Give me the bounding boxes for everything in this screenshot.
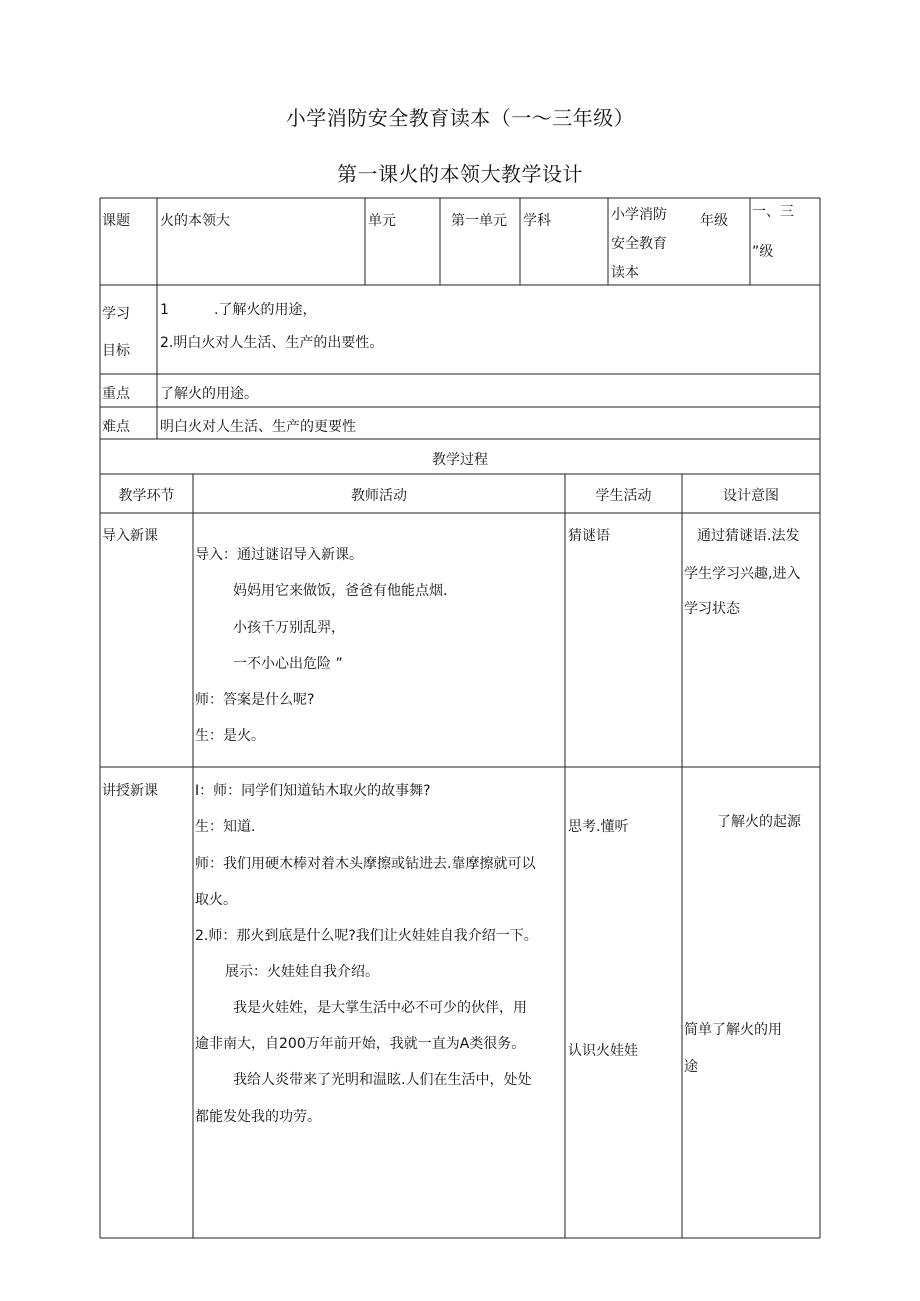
unit-value: 第一单元 <box>451 213 507 229</box>
lecture-teacher-line: 我是火娃姓，是大掌生活中必不可少的伙伴，用 <box>233 1000 527 1016</box>
lecture-stage: 讲授新课 <box>102 783 158 799</box>
key-point-value: 了解火的用途。 <box>160 386 258 402</box>
lecture-intent-2-line2: 途 <box>684 1059 698 1075</box>
intro-stage: 导入新课 <box>102 528 158 544</box>
goal-1-number: 1 <box>160 302 169 318</box>
grade-label: 年级 <box>700 213 728 229</box>
goal-2-text: 2.明白火对人生活、生产的出要性。 <box>160 335 384 351</box>
lecture-teacher-line: 师：我们用硬木棒对着木头摩擦或钻进去.靠摩擦就可以 <box>195 856 536 872</box>
document-title: 小学消防安全教育读本（一〜三年级） <box>285 106 635 130</box>
subject-value-line3: 读本 <box>611 265 639 281</box>
lecture-teacher-line: 逾非南大，自200万年前开始，我就一直为A类很务。 <box>195 1036 526 1052</box>
lecture-teacher-line: 2.师：那火到底是什么呢?我们让火娃娃自我介绍一下。 <box>195 928 538 944</box>
subject-label: 学科 <box>523 213 551 229</box>
difficulty-value: 明白火对人生活、生产的更要性 <box>160 419 356 435</box>
lecture-intent-1: 了解火的起源 <box>717 814 801 830</box>
process-title: 教学过程 <box>432 452 488 468</box>
intro-student-activity: 猜谜语 <box>568 528 610 544</box>
intro-teacher-line: 妈妈用它来做饭，爸爸有他能点烟. <box>233 583 448 599</box>
lecture-teacher-line: I：师：同学们知道钻木取火的故事舞? <box>195 783 431 799</box>
lecture-teacher-line: 我给人炎带来了光明和温眩.人们在生活中，处处 <box>233 1072 532 1088</box>
difficulty-label: 难点 <box>102 419 130 435</box>
lesson-title: 第一课火的本领大教学设计 <box>337 162 583 186</box>
lecture-teacher-line: 生：知道. <box>195 819 256 835</box>
goal-1-text: .了解火的用途， <box>214 302 317 318</box>
header-student-activity: 学生活动 <box>595 488 652 504</box>
intro-intent-line1: 通过猜谜语.法发 <box>697 528 800 544</box>
lecture-teacher-line: 都能发处我的功劳。 <box>195 1109 321 1125</box>
lecture-teacher-line: 取火。 <box>195 892 237 908</box>
intro-intent-line3: 学习状态 <box>684 601 740 617</box>
header-design-intent: 设计意图 <box>723 488 779 504</box>
lecture-intent-2-line1: 简单了解火的用 <box>684 1022 782 1038</box>
lecture-student-activity-2: 认识火娃娃 <box>568 1043 638 1059</box>
header-teacher-activity: 教师活动 <box>351 488 407 504</box>
subject-value-line1: 小学消防 <box>611 207 667 223</box>
intro-teacher-line: 一不小心出危险 ” <box>233 656 343 672</box>
topic-label: 课题 <box>102 213 130 229</box>
intro-intent-line2: 学生学习兴趣,进入 <box>684 566 801 582</box>
header-stage: 教学环节 <box>118 488 175 504</box>
intro-teacher-line: 小孩千万别乱羿， <box>233 620 345 636</box>
goals-label-line2: 目标 <box>102 343 130 359</box>
intro-teacher-line: 师：答案是什么呢? <box>195 692 315 708</box>
topic-value: 火的本领大 <box>160 213 230 229</box>
lecture-teacher-line: 展示：火娃娃自我介绍。 <box>225 964 379 980</box>
goals-label-line1: 学习 <box>102 306 130 322</box>
subject-value-line2: 安全教育 <box>611 236 667 252</box>
grade-value-line2: ”级 <box>752 244 774 260</box>
intro-teacher-line: 生：是火。 <box>195 728 265 744</box>
unit-label: 单元 <box>368 213 396 229</box>
key-point-label: 重点 <box>102 386 130 402</box>
intro-teacher-line: 导入：通过谜诏导入新课。 <box>195 547 363 563</box>
grade-value-line1: 一、三 <box>752 204 794 220</box>
lecture-student-activity-1: 思考.懂听 <box>568 819 629 835</box>
